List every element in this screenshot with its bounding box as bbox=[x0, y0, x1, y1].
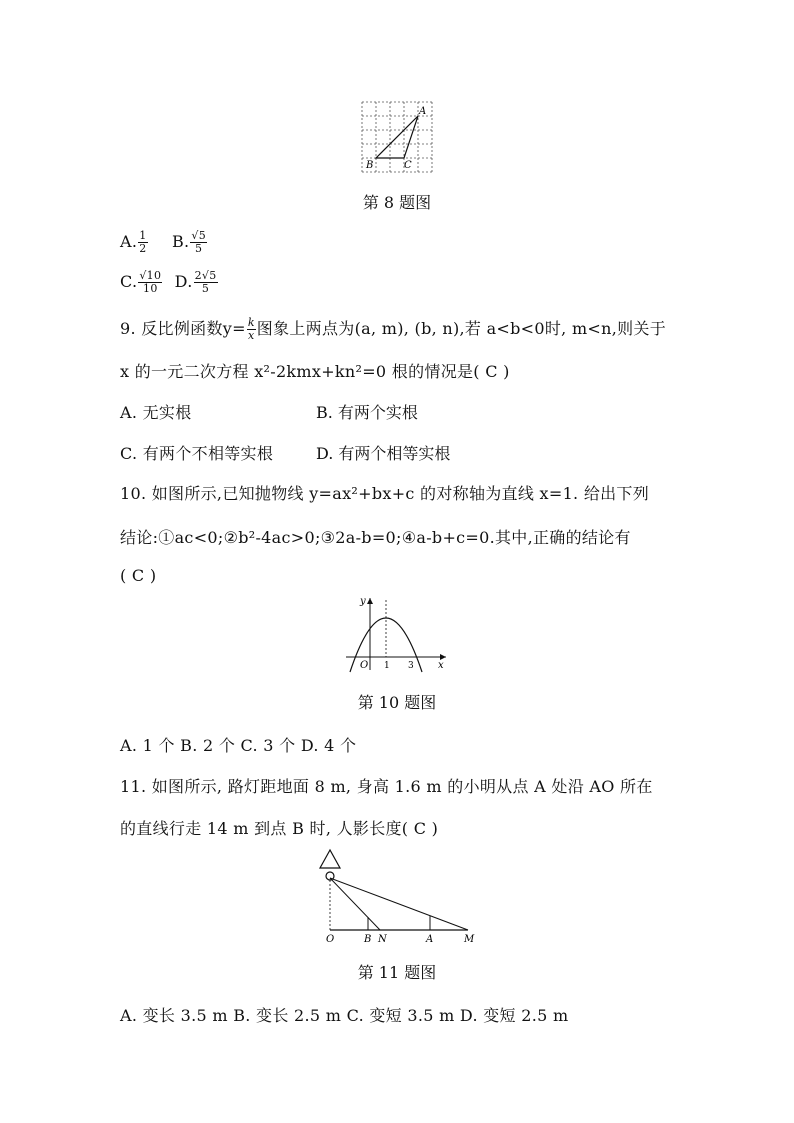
figure-11-caption: 第 11 题图 bbox=[357, 963, 437, 982]
fig10-label-3: 3 bbox=[408, 661, 414, 671]
q9-option-c: C. 有两个不相等实根 bbox=[120, 444, 274, 463]
q11-line-1: 11. 如图所示, 路灯距地面 8 m, 身高 1.6 m 的小明从点 A 处沿 AO 所在 bbox=[120, 777, 653, 796]
fig8-label-c: C bbox=[404, 160, 412, 171]
fig10-label-1: 1 bbox=[384, 661, 390, 671]
light-ray-to-m bbox=[330, 878, 468, 930]
light-ray-to-n bbox=[330, 878, 380, 930]
fig11-label-a: A bbox=[426, 934, 434, 945]
figure-10-caption: 第 10 题图 bbox=[357, 693, 437, 712]
q9-option-b: B. 有两个实根 bbox=[316, 403, 418, 422]
q9-option-d: D. 有两个相等实根 bbox=[316, 444, 451, 463]
fig8-label-a: A bbox=[419, 106, 427, 117]
fig10-label-y: y bbox=[360, 596, 366, 607]
q10-line-2: 结论:①ac<0;②b²-4ac>0;③2a-b=0;④a-b+c=0.其中,正确的结论有 bbox=[120, 528, 631, 547]
fig11-label-b: B bbox=[364, 934, 372, 945]
figure-8-grid-triangle bbox=[360, 100, 436, 176]
fig10-label-x: x bbox=[438, 660, 444, 671]
q10-line-1: 10. 如图所示,已知抛物线 y=ax²+bx+c 的对称轴为直线 x=1. 给出下列 bbox=[120, 484, 650, 503]
q11-options: A. 变长 3.5 m B. 变长 2.5 m C. 变短 3.5 m D. 变短 2.5 m bbox=[120, 1006, 569, 1025]
q9-line-1: 9. 反比例函数y= $\frac{k}{x}$ 图象上两点为(a, m), (b, n),若 a<b<0时, m<n,则关于 bbox=[120, 316, 667, 342]
q8-option-c: C. $\frac{√10}{10}$ bbox=[120, 269, 162, 295]
q8-options-row-1 bbox=[120, 230, 208, 255]
q8-options-row-2 bbox=[120, 270, 219, 295]
fig8-label-b: B bbox=[366, 160, 374, 171]
fig11-label-o: O bbox=[326, 934, 335, 945]
fig11-label-n: N bbox=[378, 934, 387, 945]
figure-10-parabola bbox=[342, 592, 452, 674]
figure-8-caption: 第 8 题图 bbox=[362, 193, 432, 212]
q8-option-a: A. $\frac{1}{2}$ bbox=[120, 229, 147, 255]
q9-option-a: A. 无实根 bbox=[120, 403, 192, 422]
q8-option-d: D. $\frac{2√5}{5}$ bbox=[174, 269, 217, 295]
figure-11-streetlight bbox=[312, 846, 484, 946]
triangle-abc bbox=[376, 116, 418, 158]
fig11-label-m: M bbox=[464, 934, 475, 945]
fig10-label-o: O bbox=[360, 660, 369, 671]
q8-option-b: B. $\frac{√5}{5}$ bbox=[171, 229, 207, 255]
q10-line-3: ( C ) bbox=[120, 566, 157, 585]
q10-options: A. 1 个 B. 2 个 C. 3 个 D. 4 个 bbox=[120, 736, 357, 755]
q9-line-2: x 的一元二次方程 x²-2kmx+kn²=0 根的情况是( C ) bbox=[120, 362, 510, 381]
lamp-shade-icon bbox=[320, 850, 340, 868]
q11-line-2: 的直线行走 14 m 到点 B 时, 人影长度( C ) bbox=[120, 819, 439, 838]
